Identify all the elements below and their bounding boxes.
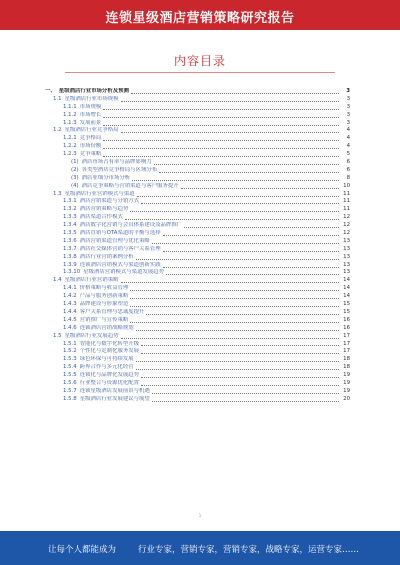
toc-entry-text: 客户关系管理与忠诚度提升	[79, 308, 145, 315]
toc-entry[interactable]	[45, 159, 350, 167]
toc-leader-dots	[121, 101, 340, 102]
toc-entry-page: 17	[343, 340, 350, 347]
toc-entry-text: 市场增长	[79, 111, 102, 118]
toc-leader-dots	[137, 196, 339, 197]
toc-entry-page: 19	[343, 372, 350, 379]
toc-entry-number: 1.5	[53, 332, 62, 339]
toc-entry[interactable]	[45, 230, 350, 238]
toc-entry-number: 1.5.3	[63, 356, 77, 363]
toc-leader-dots	[141, 385, 339, 386]
toc-entry-text: 酒店竞争策略与营销渠道与客户服务提升	[81, 182, 179, 189]
toc-entry-number: 1.3.2	[63, 206, 77, 213]
toc-entry-number: 1.4.6	[63, 324, 77, 331]
toc-entry[interactable]	[45, 151, 350, 159]
toc-title: 内容目录	[173, 54, 226, 68]
toc-entry-page: 20	[343, 395, 350, 402]
toc-entry-number: (1)	[71, 159, 79, 166]
toc-entry-number: 1.2.2	[63, 143, 77, 150]
toc-entry[interactable]	[45, 104, 350, 112]
toc-leader-dots	[121, 338, 340, 339]
toc-entry[interactable]	[45, 317, 350, 325]
toc-leader-dots	[181, 188, 339, 189]
toc-entry-text: 竞争策略	[79, 151, 102, 158]
toc-entry-number: 1.3.8	[63, 253, 77, 260]
toc-entry-text: 酒店市场占有率与品牌影响力	[81, 159, 152, 166]
toc-entry-page: 6	[346, 159, 350, 166]
toc-entry[interactable]	[45, 127, 350, 135]
toc-entry-text: 连锁星级酒店发展前景与机遇	[79, 387, 150, 394]
toc-leader-dots	[103, 117, 339, 118]
toc-leader-dots	[154, 164, 339, 165]
toc-entry-text: 竞争格局	[79, 135, 102, 142]
toc-entry-page: 4	[346, 127, 350, 134]
toc-entry-number: (2)	[71, 166, 79, 173]
toc-entry-number: 1.5.5	[63, 372, 77, 379]
toc-entry-text: 市场份额	[79, 143, 102, 150]
toc-entry-text: 跨界合作与多元化经营	[79, 364, 134, 371]
toc-entry[interactable]	[45, 167, 350, 175]
toc-leader-dots	[152, 401, 339, 402]
toc-entry-text: 酒店营销渠道管理与优化策略	[79, 237, 150, 244]
toc-entry-text: 酒店业细分市场分析	[81, 174, 131, 181]
toc-entry-number: 1.3.5	[63, 230, 77, 237]
toc-entry-number: 1.1.1	[63, 103, 77, 110]
toc-entry-number: 1.3.10	[63, 269, 81, 276]
toc-entry-number: 1.2.3	[63, 151, 77, 158]
toc-entry-text: 营销推广与宣传策略	[79, 316, 129, 323]
toc-entry-number: 1.4.2	[63, 293, 77, 300]
toc-entry[interactable]	[45, 364, 350, 372]
footer-tagline: 行业专家，营销专家，营销专家，战略专家，运营专家……	[138, 545, 360, 555]
toc-entry[interactable]	[45, 238, 350, 246]
toc-entry-number: (4)	[71, 182, 79, 189]
toc-entry-page: 19	[343, 387, 350, 394]
toc-entry-text: 星级酒店行业发展趋势	[64, 332, 119, 339]
toc-entry-text: 产品与服务创新策略	[79, 293, 129, 300]
toc-entry[interactable]	[45, 214, 350, 222]
toc-entry-text: 各类型酒店竞争格局与区域分布	[81, 166, 158, 173]
toc-entry[interactable]	[45, 380, 350, 388]
toc-entry-text: 酒店数字化营销与会员体系建设及品牌推广	[79, 222, 183, 229]
toc-entry[interactable]	[45, 333, 350, 341]
toc-entry-page: 16	[343, 316, 350, 323]
toc-entry-page: 5	[346, 151, 350, 158]
toc-leader-dots	[121, 282, 340, 283]
toc-entry[interactable]	[45, 222, 350, 230]
toc-entry-number: 1.1	[53, 95, 62, 102]
toc-leader-dots	[103, 140, 339, 141]
toc-entry[interactable]	[45, 191, 350, 199]
toc-entry-page: 11	[343, 190, 350, 197]
toc-leader-dots	[103, 148, 339, 149]
toc-leader-dots	[152, 393, 339, 394]
toc-entry-text: 酒店社交媒体营销与客户关系管理	[79, 245, 161, 252]
toc-entry-text: 价格策略与收益管理	[79, 285, 129, 292]
toc-entry-number: 1.1.2	[63, 111, 77, 118]
toc-entry-text: 连锁酒店营销战略规划	[79, 324, 134, 331]
toc-leader-dots	[130, 211, 339, 212]
toc-entry-text: 酒店直销与OTA渠道的平衡与选择	[79, 230, 161, 237]
toc-leader-dots	[131, 93, 339, 94]
toc-entry-text: 市场规模	[79, 103, 102, 110]
toc-entry-number: 1.5.6	[63, 379, 77, 386]
toc-title-divider	[65, 72, 335, 73]
toc-entry-number: 1.3.7	[63, 245, 77, 252]
toc-entry-number: 1.3.3	[63, 214, 77, 221]
toc-entry[interactable]	[45, 293, 350, 301]
toc-entry-number: 1.5.4	[63, 364, 77, 371]
toc-entry-page: 16	[343, 324, 350, 331]
report-title: 连锁星级酒店营销策略研究报告	[105, 11, 295, 26]
table-of-contents	[45, 88, 350, 404]
footer-slogan: 让每个人都能成为	[48, 545, 117, 555]
toc-entry-page: 11	[343, 198, 350, 205]
toc-entry-page: 12	[343, 230, 350, 237]
toc-entry-text: 星级酒店行业市场规模	[64, 95, 119, 102]
toc-entry-number: 1.4	[53, 277, 62, 284]
toc-entry-page: 18	[343, 364, 350, 371]
toc-leader-dots	[125, 219, 339, 220]
toc-entry-number: 1.3.1	[63, 198, 77, 205]
toc-entry[interactable]	[45, 135, 350, 143]
toc-entry[interactable]	[45, 348, 350, 356]
toc-entry-page: 19	[343, 379, 350, 386]
toc-leader-dots	[136, 259, 339, 260]
toc-entry-text: 连锁酒店营销模式与渠道创新实践	[79, 261, 161, 268]
toc-entry-page: 8	[346, 174, 350, 181]
toc-entry[interactable]	[45, 254, 350, 262]
toc-entry-page: 13	[343, 253, 350, 260]
toc-entry-text: 星级酒店行业市场分析及预测	[58, 88, 129, 94]
toc-entry-number: 1.5.1	[63, 340, 77, 347]
toc-entry[interactable]	[45, 341, 350, 349]
toc-leader-dots	[146, 314, 339, 315]
toc-entry[interactable]	[45, 198, 350, 206]
toc-leader-dots	[141, 353, 339, 354]
toc-entry-page: 13	[343, 261, 350, 268]
toc-entry[interactable]	[45, 269, 350, 277]
toc-entry[interactable]	[45, 277, 350, 285]
toc-entry[interactable]	[45, 246, 350, 254]
toc-entry[interactable]	[45, 175, 350, 183]
toc-entry-number: 1.2	[53, 127, 62, 134]
toc-entry-page: 3	[346, 88, 350, 94]
toc-leader-dots	[166, 274, 339, 275]
toc-entry[interactable]	[45, 183, 350, 191]
toc-entry-number: 1.5.2	[63, 348, 77, 355]
toc-entry[interactable]	[45, 325, 350, 333]
toc-entry-text: 星级酒店行业发展建议与展望	[79, 395, 150, 402]
toc-entry[interactable]	[45, 388, 350, 396]
toc-entry-page: 4	[346, 143, 350, 150]
toc-entry[interactable]	[45, 206, 350, 214]
toc-entry-number: 1.5.8	[63, 395, 77, 402]
toc-entry-page: 15	[343, 308, 350, 315]
toc-entry-text: 酒店渠道合作模式	[79, 214, 123, 221]
toc-entry-text: 品牌建设与形象塑造	[79, 301, 129, 308]
toc-entry-text: 行业整合与资源优化配置	[79, 379, 140, 386]
toc-leader-dots	[163, 235, 339, 236]
toc-entry-page: 18	[343, 356, 350, 363]
toc-entry-number: (3)	[71, 174, 79, 181]
toc-entry-number: 1.3.6	[63, 237, 77, 244]
toc-leader-dots	[130, 298, 339, 299]
toc-leader-dots	[141, 345, 339, 346]
toc-entry-page: 11	[343, 206, 350, 213]
toc-leader-dots	[141, 203, 339, 204]
toc-entry-number: 1.3.4	[63, 222, 77, 229]
toc-entry[interactable]	[45, 372, 350, 380]
toc-entry[interactable]	[45, 88, 350, 96]
toc-entry-page: 15	[343, 301, 350, 308]
toc-entry-number: 1.1.3	[63, 119, 77, 126]
toc-entry-text: 个性化与定制化服务发展	[79, 348, 140, 355]
toc-leader-dots	[159, 172, 339, 173]
toc-leader-dots	[103, 125, 339, 126]
toc-entry-page: 14	[343, 277, 350, 284]
toc-leader-dots	[103, 156, 339, 157]
toc-entry-page: 17	[343, 332, 350, 339]
toc-entry[interactable]	[45, 285, 350, 293]
toc-entry[interactable]	[45, 301, 350, 309]
toc-leader-dots	[121, 132, 340, 133]
toc-leader-dots	[103, 109, 339, 110]
toc-leader-dots	[136, 361, 339, 362]
toc-entry-number: 1.3	[53, 190, 62, 197]
toc-entry-text: 酒店营销渠道与分销方式	[79, 198, 140, 205]
toc-entry-page: 3	[346, 119, 350, 126]
toc-entry-page: 14	[343, 285, 350, 292]
toc-entry[interactable]	[45, 396, 350, 404]
toc-entry-number: 1.5.7	[63, 387, 77, 394]
toc-leader-dots	[132, 180, 339, 181]
toc-entry-page: 3	[346, 95, 350, 102]
toc-entry-number: 1.4.3	[63, 301, 77, 308]
toc-entry[interactable]	[45, 143, 350, 151]
toc-entry-text: 酒店行业营销案例分析	[79, 253, 134, 260]
toc-entry-number: 1.2.1	[63, 135, 77, 142]
toc-leader-dots	[163, 251, 339, 252]
toc-leader-dots	[152, 243, 339, 244]
toc-entry-text: 酒店营销策略与趋势	[79, 206, 129, 213]
toc-leader-dots	[141, 377, 339, 378]
toc-entry-text: 星级酒店行业竞争格局	[64, 127, 119, 134]
toc-entry-text: 智能化与数字化转型升级	[79, 340, 140, 347]
toc-entry-number: 一、	[45, 88, 56, 94]
toc-entry-page: 14	[343, 293, 350, 300]
toc-entry-page: 17	[343, 348, 350, 355]
toc-entry-text: 发展前景	[79, 119, 102, 126]
toc-entry-page: 13	[343, 237, 350, 244]
toc-leader-dots	[136, 369, 339, 370]
toc-entry[interactable]	[45, 112, 350, 120]
toc-entry-page: 4	[346, 135, 350, 142]
toc-entry-page: 6	[346, 166, 350, 173]
toc-leader-dots	[184, 227, 339, 228]
toc-entry-number: 1.4.4	[63, 308, 77, 315]
toc-entry[interactable]	[45, 96, 350, 104]
toc-entry-page: 12	[343, 222, 350, 229]
toc-entry-page: 13	[343, 245, 350, 252]
toc-leader-dots	[163, 267, 339, 268]
toc-entry-text: 星级酒店行业营销策略	[64, 277, 119, 284]
page-number: 1	[198, 513, 202, 518]
toc-entry[interactable]	[45, 262, 350, 270]
toc-leader-dots	[130, 290, 339, 291]
toc-leader-dots	[136, 330, 339, 331]
toc-entry-text: 星级酒店营销模式与渠道发展趋势	[83, 269, 165, 276]
toc-entry[interactable]	[45, 309, 350, 317]
toc-entry-number: 1.4.1	[63, 285, 77, 292]
toc-entry[interactable]	[45, 356, 350, 364]
toc-leader-dots	[130, 322, 339, 323]
toc-entry-page: 13	[343, 269, 350, 276]
toc-entry-page: 3	[346, 111, 350, 118]
toc-entry-page: 10	[343, 182, 350, 189]
toc-entry-number: 1.4.5	[63, 316, 77, 323]
toc-entry-text: 绿色环保与可持续发展	[79, 356, 134, 363]
toc-leader-dots	[130, 306, 339, 307]
toc-entry-text: 连锁化与品牌化发展趋势	[79, 372, 140, 379]
toc-entry[interactable]	[45, 120, 350, 128]
toc-entry-text: 星级酒店行业营销模式与渠道	[64, 190, 135, 197]
toc-entry-number: 1.3.9	[63, 261, 77, 268]
toc-entry-page: 12	[343, 214, 350, 221]
toc-entry-page: 3	[346, 103, 350, 110]
